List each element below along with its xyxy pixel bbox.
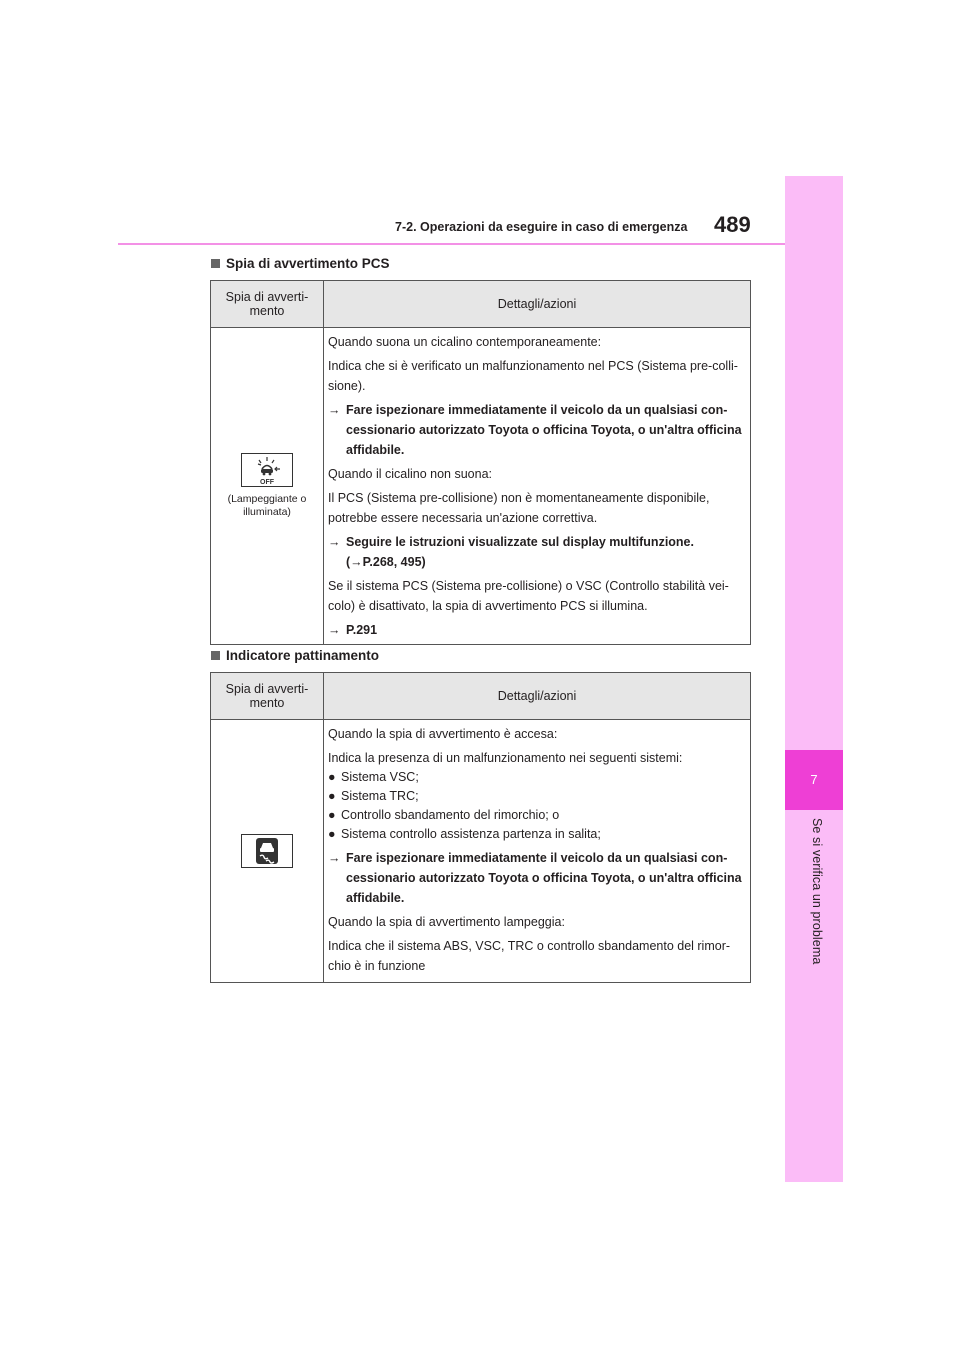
arrow-icon: → [328, 403, 341, 417]
detail-line: sione). [328, 379, 366, 393]
pcs-light-cell [211, 328, 324, 645]
header-rule [118, 243, 785, 245]
action-line: → Fare ispezionare immediatamente il veicolo da un qualsiasi con- cessionario autorizzato Toyota o officina Toyota, o un'altra officina affidabile. [328, 400, 746, 460]
square-bullet-icon [211, 651, 220, 660]
icon-caption: (Lampeggiante o illuminata) [227, 493, 307, 518]
detail-line: Quando la spia di avvertimento è accesa: [328, 727, 558, 741]
arrow-icon: → [328, 623, 341, 637]
action-line [328, 620, 746, 640]
detail-line: potrebbe essere necessaria un'azione correttiva. [328, 511, 598, 525]
section-title-slip: Indicatore pattinamento [211, 648, 379, 663]
pcs-details-cell [324, 328, 751, 645]
page-reference-link[interactable]: P.291 [346, 623, 378, 637]
pcs-warning-table [210, 280, 751, 645]
arrow-icon: → [328, 535, 341, 549]
table-row [211, 328, 751, 645]
chapter-title: Se si verifica un problema [810, 818, 824, 965]
detail-line: Indica che il sistema ABS, VSC, TRC o controllo sbandamento del rimor- [328, 939, 731, 953]
action-line: → Fare ispezionare immediatamente il veicolo da un qualsiasi con- cessionario autorizzato Toyota o officina Toyota, o un'altra officina affidabile. [328, 848, 746, 908]
section-title-pcs: Spia di avvertimento PCS [211, 256, 390, 271]
table-header-row [211, 673, 751, 720]
detail-line: chio è in funzione [328, 959, 426, 973]
list-item: ● Sistema TRC; [328, 787, 746, 806]
slip-indicator-table [210, 672, 751, 983]
table-row [211, 720, 751, 983]
slip-light-cell [211, 720, 324, 983]
bullet-dot-icon: ● [328, 789, 336, 803]
list-item: ● Sistema controllo assistenza partenza in salita; [328, 825, 746, 844]
detail-line: colo) è disattivato, la spia di avvertimento PCS si illumina. [328, 599, 648, 613]
detail-line: Indica che si è verificato un malfunzionamento nel PCS (Sistema pre-colli- [328, 359, 738, 373]
detail-line: Se il sistema PCS (Sistema pre-collisione) o VSC (Controllo stabilità vei- [328, 579, 729, 593]
pcs-off-warning-icon [241, 453, 293, 487]
bullet-dot-icon: ● [328, 808, 336, 822]
slip-details-cell [324, 720, 751, 983]
slip-indicator-icon [241, 834, 293, 868]
detail-line: Quando la spia di avvertimento lampeggia: [328, 915, 565, 929]
detail-line: Indica la presenza di un malfunzionamento nei seguenti sistemi: [328, 751, 683, 765]
list-item: ● Sistema VSC; [328, 768, 746, 787]
square-bullet-icon [211, 259, 220, 268]
chapter-number-tab[interactable] [785, 750, 843, 810]
arrow-icon: → [328, 851, 341, 865]
list-item: ● Controllo sbandamento del rimorchio; o [328, 806, 746, 825]
table-header-row [211, 281, 751, 328]
bullet-dot-icon: ● [328, 770, 336, 784]
chapter-number: 7 [810, 772, 818, 787]
col-header-details: Dettagli/azioni [324, 673, 751, 720]
detail-line: Quando suona un cicalino contemporaneamente: [328, 335, 602, 349]
col-header-light: Spia di avverti- mento [211, 281, 324, 328]
svg-text:OFF: OFF [260, 479, 274, 486]
bullet-dot-icon: ● [328, 827, 336, 841]
section-heading: 7-2. Operazioni da eseguire in caso di emergenza [395, 220, 688, 234]
page-number: 489 [714, 212, 751, 237]
detail-line: Il PCS (Sistema pre-collisione) non è momentaneamente disponibile, [328, 491, 710, 505]
col-header-details: Dettagli/azioni [324, 281, 751, 328]
col-header-light: Spia di avverti- mento [211, 673, 324, 720]
detail-line: Quando il cicalino non suona: [328, 467, 493, 481]
chapter-side-band [785, 176, 843, 1182]
page-reference-link[interactable]: (→P.268, 495) [346, 555, 426, 569]
action-line: → Seguire le istruzioni visualizzate sul display multifunzione. (→P.268, 495) [328, 532, 746, 572]
